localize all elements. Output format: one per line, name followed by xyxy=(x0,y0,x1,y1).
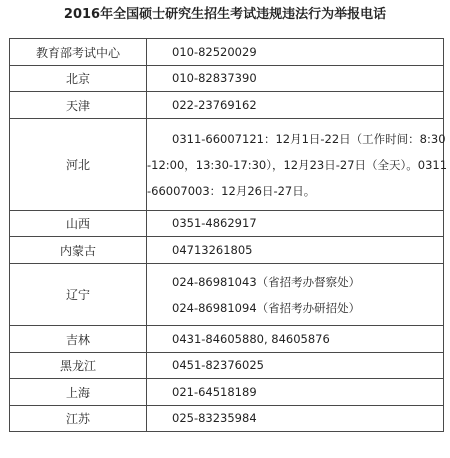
phone-number: 024-86981094（省招考办研招处） xyxy=(172,300,361,315)
phone-number: 0451-82376025 xyxy=(172,358,264,372)
region-cell: 北京 xyxy=(10,66,147,92)
phone-number: 0431-84605880, 84605876 xyxy=(172,331,330,346)
region-cell: 黑龙江 xyxy=(10,353,147,379)
phone-cell xyxy=(147,39,444,66)
table-row xyxy=(10,264,444,326)
phone-cell xyxy=(147,211,444,237)
table-row xyxy=(10,326,444,353)
region-cell: 江苏 xyxy=(10,406,147,432)
phone-number: 010-82837390 xyxy=(172,71,257,85)
phone-cell xyxy=(147,237,444,264)
phone-cell xyxy=(147,66,444,92)
phone-cell xyxy=(147,92,444,119)
phone-cell xyxy=(147,353,444,379)
table-row xyxy=(10,379,444,406)
region-cell: 河北 xyxy=(10,119,147,211)
phone-number: 04713261805 xyxy=(172,242,253,257)
region-cell: 上海 xyxy=(10,379,147,406)
table-row xyxy=(10,66,444,92)
table-row xyxy=(10,39,444,66)
phone-number: -12:00，13:30-17:30），12月23日-27日（全天）。0311 xyxy=(147,157,448,172)
table-row xyxy=(10,406,444,432)
table-row xyxy=(10,353,444,379)
region-cell: 教育部考试中心 xyxy=(10,39,147,66)
phone-number: 0351-4862917 xyxy=(172,216,257,230)
phone-number: 021-64518189 xyxy=(172,384,257,399)
region-cell: 天津 xyxy=(10,92,147,119)
page-title: 2016年全国硕士研究生招生考试违规违法行为举报电话 xyxy=(63,7,387,22)
region-cell: 吉林 xyxy=(10,326,147,353)
table-row xyxy=(10,92,444,119)
phone-cell xyxy=(147,119,448,211)
phone-number: 024-86981043（省招考办督察处） xyxy=(172,274,361,289)
region-cell: 内蒙古 xyxy=(10,237,147,264)
hotline-table xyxy=(9,38,448,432)
phone-number: 022-23769162 xyxy=(172,97,257,112)
table-row xyxy=(10,119,444,211)
table-row xyxy=(10,237,444,264)
table-row xyxy=(10,211,444,237)
phone-number: 010-82520029 xyxy=(172,44,257,59)
phone-number: 025-83235984 xyxy=(172,411,257,425)
phone-number: -66007003：12月26日-27日。 xyxy=(147,183,316,198)
phone-cell xyxy=(147,379,444,406)
region-cell: 辽宁 xyxy=(10,264,147,326)
region-cell: 山西 xyxy=(10,211,147,237)
phone-number: 0311-66007121：12月1日-22日（工作时间：8:30 xyxy=(172,131,446,146)
phone-cell xyxy=(147,326,444,353)
phone-cell xyxy=(147,264,444,326)
phone-cell xyxy=(147,406,444,432)
